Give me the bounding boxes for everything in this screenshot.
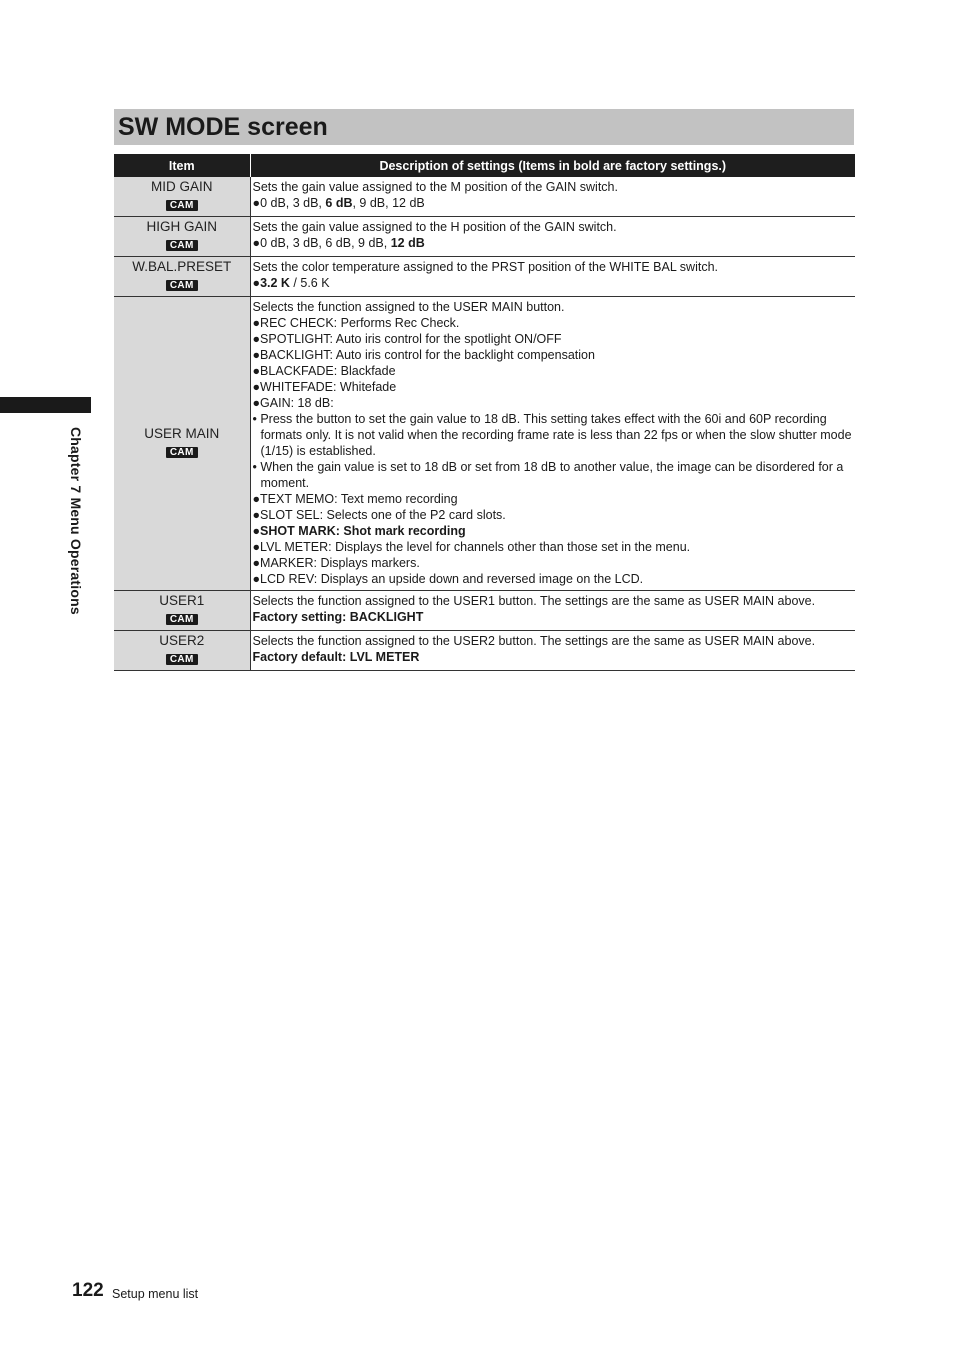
description-text: Selects the function assigned to the USER2 button. The settings are the same as USER MAIN above. — [252, 634, 816, 648]
option-item: ●SPOTLIGHT: Auto iris control for the spotlight ON/OFF — [252, 332, 562, 346]
description-text: Selects the function assigned to the USER1 button. The settings are the same as USER MAIN above. — [252, 594, 816, 608]
option-item: ●TEXT MEMO: Text memo recording — [252, 492, 458, 506]
description-cell — [250, 631, 855, 671]
option-item: ●WHITEFADE: Whitefade — [252, 380, 397, 394]
description-cell — [250, 257, 855, 297]
note-item: • When the gain value is set to 18 dB or set from 18 dB to another value, the image can be disordered for a moment. — [252, 460, 844, 490]
item-name: USER MAIN — [144, 426, 220, 441]
description-text: Sets the gain value assigned to the M position of the GAIN switch. — [252, 180, 618, 194]
factory-default-option: ●SHOT MARK: Shot mark recording — [252, 524, 466, 538]
factory-default-value: 6 dB — [325, 196, 353, 210]
option-item: ●REC CHECK: Performs Rec Check. — [252, 316, 460, 330]
option-item: ●LCD REV: Displays an upside down and reversed image on the LCD. — [252, 572, 644, 586]
page-title: SW MODE screen — [118, 113, 328, 141]
factory-default-value: 12 dB — [390, 236, 425, 250]
table-row — [114, 177, 855, 217]
option-item: ●GAIN: 18 dB: — [252, 396, 334, 410]
item-cell — [114, 257, 250, 297]
option-item: ●BLACKFADE: Blackfade — [252, 364, 396, 378]
item-name: W.BAL.PRESET — [132, 259, 232, 274]
item-name: HIGH GAIN — [146, 219, 217, 234]
item-cell — [114, 217, 250, 257]
chapter-side-label: Chapter 7 Menu Operations — [68, 427, 84, 615]
description-cell — [250, 217, 855, 257]
header-description: Description of settings (Items in bold are factory settings.) — [250, 154, 855, 177]
table-header-row — [114, 154, 855, 177]
settings-table — [114, 154, 855, 671]
item-name: USER2 — [159, 633, 205, 648]
description-text: Sets the gain value assigned to the H position of the GAIN switch. — [252, 220, 617, 234]
option-item: ●LVL METER: Displays the level for channels other than those set in the menu. — [252, 540, 691, 554]
item-cell — [114, 591, 250, 631]
page-number: 122 — [72, 1280, 104, 1301]
cam-badge: CAM — [166, 447, 198, 458]
description-cell — [250, 297, 855, 591]
item-cell — [114, 631, 250, 671]
factory-setting: Factory setting: BACKLIGHT — [252, 610, 424, 624]
item-cell — [114, 177, 250, 217]
option-bullet: ● — [252, 276, 261, 290]
cam-badge: CAM — [166, 654, 198, 665]
cam-badge: CAM — [166, 240, 198, 251]
option-values — [253, 195, 854, 211]
option-text: , 9 dB, 12 dB — [352, 196, 425, 210]
factory-default-value: 3.2 K — [260, 276, 290, 290]
item-cell — [114, 297, 250, 591]
option-text: / 5.6 K — [289, 276, 330, 290]
table-row — [114, 257, 855, 297]
option-values — [253, 275, 854, 291]
table-row — [114, 631, 855, 671]
table-row — [114, 297, 855, 591]
cam-badge: CAM — [166, 614, 198, 625]
option-text: 0 dB, 3 dB, — [260, 196, 326, 210]
option-bullet: ● — [252, 236, 261, 250]
option-item: ●BACKLIGHT: Auto iris control for the backlight compensation — [252, 348, 595, 362]
cam-badge: CAM — [166, 200, 198, 211]
header-item: Item — [114, 154, 250, 177]
option-item: ●MARKER: Displays markers. — [252, 556, 420, 570]
note-item: • Press the button to set the gain value to 18 dB. This setting takes effect with the 60i and 60P recording formats only. It is not valid when the recording frame rate is less than 22 fps or when the slow shutter mode (1/15) is established. — [252, 412, 852, 458]
description-cell — [250, 177, 855, 217]
option-values — [253, 235, 854, 251]
item-name: USER1 — [159, 593, 205, 608]
table-row — [114, 217, 855, 257]
chapter-tab-marker — [0, 397, 91, 413]
option-text: 0 dB, 3 dB, 6 dB, 9 dB, — [260, 236, 391, 250]
item-name: MID GAIN — [150, 179, 213, 194]
footer-section-name: Setup menu list — [112, 1287, 199, 1301]
description-text: Sets the color temperature assigned to the PRST position of the WHITE BAL switch. — [252, 260, 718, 274]
title-bar — [114, 109, 854, 145]
option-bullet: ● — [252, 196, 261, 210]
table-row — [114, 591, 855, 631]
factory-setting: Factory default: LVL METER — [252, 650, 420, 664]
description-text: Selects the function assigned to the USER MAIN button. — [252, 300, 565, 314]
cam-badge: CAM — [166, 280, 198, 291]
option-item: ●SLOT SEL: Selects one of the P2 card slots. — [252, 508, 506, 522]
description-cell — [250, 591, 855, 631]
